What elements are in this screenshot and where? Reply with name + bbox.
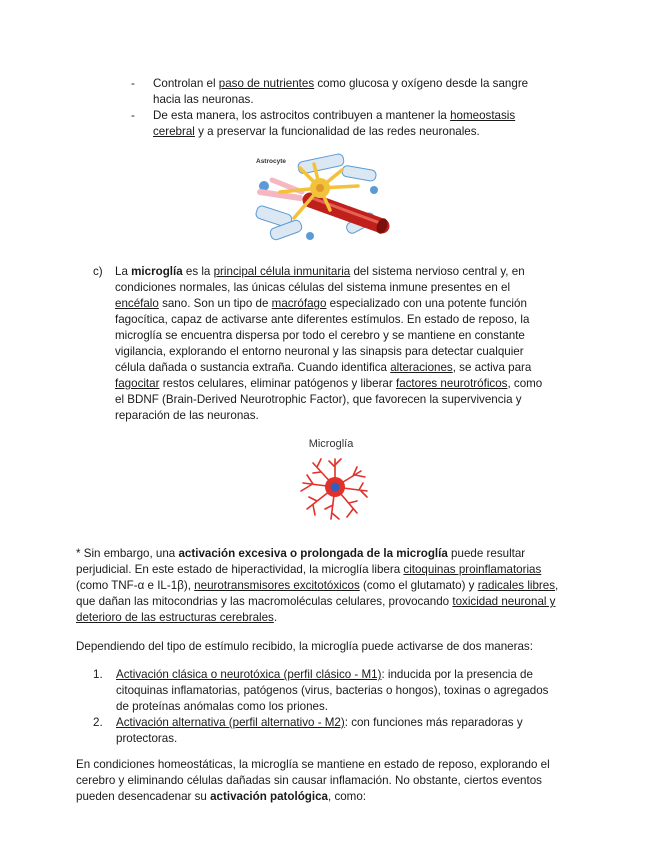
term-activacion-excesiva: activación excesiva o prolongada de la microglía <box>178 547 448 560</box>
text-run: (como el glutamato) y <box>359 579 478 592</box>
text-run: restos celulares, eliminar patógenos y liberar <box>159 377 396 390</box>
text-run: puede resultar perjudicial. En este estado de hiperactividad, la microglía libera <box>76 547 526 576</box>
list-item <box>131 76 531 108</box>
text-run: especializado con una potente función fagocítica, capaz de activarse ante diferentes estímulos. En estado de reposo, la microglía se encuentra dispersa por todo el cerebro y se mantiene en constante vigilancia, explorando el entorno neuronal y las sinapsis para detectar cualquier célula dañada o sustancia extraña. Cuando identifica <box>115 297 530 374</box>
text-run: * Sin embargo, una <box>76 547 179 560</box>
text-run: , se activa para <box>452 361 532 374</box>
link-fagocitar[interactable]: fagocitar <box>115 377 160 390</box>
paragraph-homeostatic-conditions <box>76 757 566 805</box>
microglia-list-item <box>93 264 543 424</box>
activation-types-list <box>93 667 553 747</box>
list-marker-c: c) <box>93 265 103 278</box>
term-activacion-patologica: activación patológica <box>210 790 328 803</box>
list-item-text: De esta manera, los astrocitos contribuyen a mantener la <box>153 109 451 122</box>
link-macrofago[interactable]: macrófago <box>271 297 327 310</box>
astrocyte-illustration <box>250 152 390 244</box>
link-principal-celula-inmunitaria[interactable]: principal célula inmunitaria <box>213 265 351 278</box>
link-activacion-alternativa[interactable]: Activación alternativa (perfil alternativo - M2) <box>116 716 345 729</box>
astrocyte-figure-title: Astrocyte <box>256 158 286 165</box>
list-item <box>131 108 531 140</box>
list-item <box>93 715 553 747</box>
list-item-text: : con funciones más reparadoras y protectoras. <box>116 716 523 745</box>
text-run: La <box>115 265 132 278</box>
link-citoquinas-proinflamatorias[interactable]: citoquinas proinflamatorias <box>403 563 542 576</box>
link-encefalo[interactable]: encéfalo <box>115 297 159 310</box>
paragraph-activation-modes: Dependiendo del tipo de estímulo recibido, la microglía puede activarse de dos maneras: <box>76 640 533 653</box>
link-alteraciones[interactable]: alteraciones <box>390 361 453 374</box>
dash-marker: - <box>131 77 135 90</box>
astrocyte-functions-list <box>131 76 531 140</box>
text-run: En condiciones homeostáticas, la microglía se mantiene en estado de reposo, explorando el cerebro y eliminando células dañadas sin causar inflamación. No obstante, ciertos eventos pueden desencadenar su <box>76 758 550 803</box>
microglia-figure-title: Microglía <box>308 438 354 450</box>
text-run: , como: <box>328 790 367 803</box>
text-run: sano. Son un tipo de <box>158 297 272 310</box>
list-item <box>93 667 553 715</box>
text-run: , como el BDNF (Brain-Derived Neurotrophic Factor), que favorecen la supervivencia y reparación de las neuronas. <box>115 377 543 422</box>
list-number: 1. <box>93 668 103 681</box>
text-run: . <box>273 611 278 624</box>
microglia-illustration <box>283 435 379 525</box>
list-item-text: como glucosa y oxígeno desde la sangre hacia las neuronas. <box>153 77 529 106</box>
list-item-text: : inducida por la presencia de citoquinas inflamatorias, patógenos (virus, bacterias o hongos), toxinas o agregados de proteínas anómalas como los priones. <box>116 668 549 713</box>
dash-marker: - <box>131 109 135 122</box>
text-run: , que dañan las mitocondrias y las macromoléculas celulares, provocando <box>76 579 559 608</box>
term-microglia: microglía <box>131 265 183 278</box>
list-item-text: Controlan el <box>153 77 219 90</box>
text-run: es la <box>182 265 214 278</box>
link-paso-de-nutrientes[interactable]: paso de nutrientes <box>218 77 315 90</box>
link-factores-neurotroficos[interactable]: factores neurotróficos <box>395 377 508 390</box>
link-radicales-libres[interactable]: radicales libres <box>477 579 556 592</box>
microglia-description <box>115 264 543 424</box>
text-run: (como TNF-α e IL-1β), <box>76 579 195 592</box>
link-homeostasis-cerebral[interactable]: homeostasis cerebral <box>153 109 516 138</box>
list-number: 2. <box>93 716 103 729</box>
link-activacion-clasica[interactable]: Activación clásica o neurotóxica (perfil clásico - M1) <box>116 668 382 681</box>
text-run: del sistema nervioso central y, en condiciones normales, las únicas células del sistema inmune presentes en el <box>115 265 525 294</box>
link-neurotransmisores-excitotoxicos[interactable]: neurotransmisores excitotóxicos <box>194 579 360 592</box>
paragraph-activation-excessive <box>76 546 566 626</box>
link-toxicidad-neuronal[interactable]: toxicidad neuronal y deterioro de las estructuras cerebrales <box>76 595 556 624</box>
list-item-text: y a preservar la funcionalidad de las redes neuronales. <box>194 125 480 138</box>
